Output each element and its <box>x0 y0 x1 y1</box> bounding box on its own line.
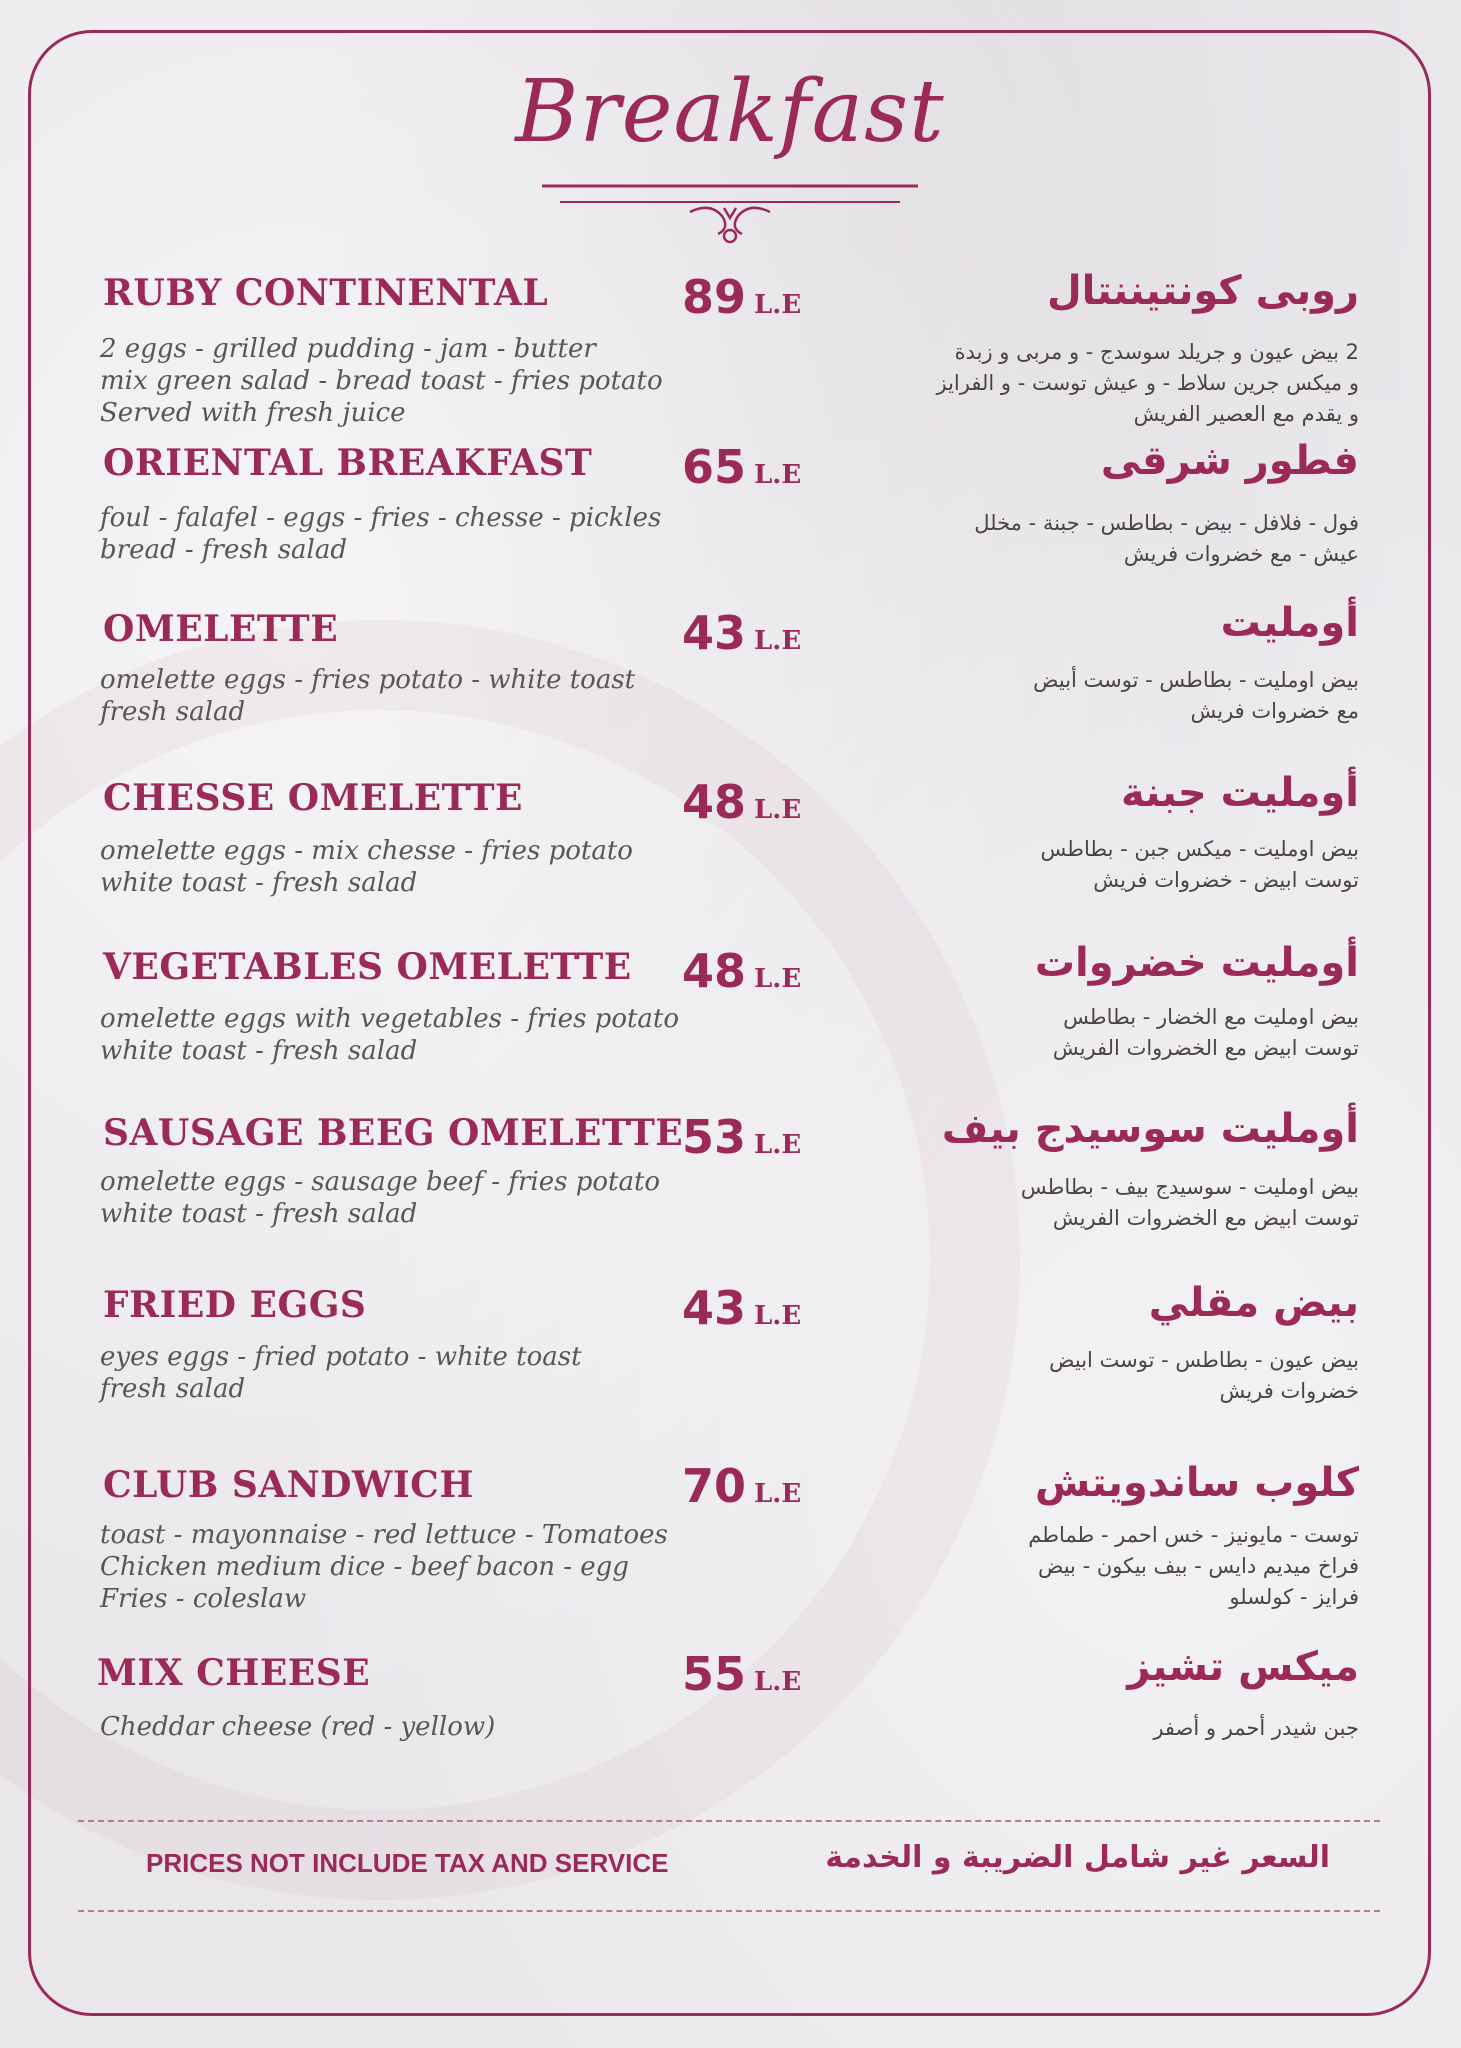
item-description-en <box>100 1711 495 1743</box>
item-price <box>682 1110 801 1164</box>
description-line: white toast - fresh salad <box>100 1199 418 1229</box>
description-line: Chicken medium dice - beef bacon - egg <box>100 1552 629 1582</box>
description-line: eyes eggs - fried potato - white toast <box>100 1342 582 1372</box>
item-description-en <box>100 502 661 566</box>
price-value: 43 <box>682 606 747 660</box>
description-line: omelette eggs with vegetables - fries potato <box>100 1004 680 1034</box>
description-line: بيض اومليت - بطاطس - توست أبيض <box>1033 668 1359 692</box>
price-currency: L.E <box>754 964 802 994</box>
description-line: 2 بيض عيون و جريلد سوسدج - و مربى و زبدة <box>954 340 1359 364</box>
description-line: omelette eggs - mix chesse - fries potato <box>100 836 633 866</box>
price-currency: L.E <box>754 795 802 825</box>
item-name-en: ORIENTAL BREAKFAST <box>103 442 593 484</box>
item-description-en <box>100 1003 679 1067</box>
description-line: مع خضروات فريش <box>1190 699 1359 723</box>
description-line: Served with fresh juice <box>100 398 406 428</box>
description-line: فراخ ميديم دايس - بيف بيكون - بيض <box>1037 1554 1359 1578</box>
description-line: خضروات فريش <box>1219 1379 1359 1403</box>
item-name-en: RUBY CONTINENTAL <box>103 272 549 314</box>
price-value: 43 <box>682 1281 747 1335</box>
footer-divider-bottom <box>78 1910 1380 1912</box>
price-value: 65 <box>682 440 747 494</box>
price-value: 89 <box>682 270 747 324</box>
description-line: فول - فلافل - بيض - بطاطس - جبنة - مخلل <box>974 511 1359 535</box>
price-currency: L.E <box>754 1667 802 1697</box>
item-description-ar <box>1053 1002 1359 1064</box>
item-name-ar: أومليت جبنة <box>1120 770 1359 816</box>
description-line: و يقدم مع العصير الفريش <box>1133 402 1359 426</box>
item-price <box>682 270 801 324</box>
description-line: toast - mayonnaise - red lettuce - Tomatoes <box>100 1520 668 1550</box>
item-name-ar: بيض مقلي <box>1148 1280 1359 1326</box>
item-name-en: OMELETTE <box>103 608 339 650</box>
item-price <box>682 944 801 998</box>
item-price <box>682 606 801 660</box>
description-line: توست - مايونيز - خس احمر - طماطم <box>1028 1523 1359 1547</box>
description-line: bread - fresh salad <box>100 535 348 565</box>
item-description-ar <box>937 337 1360 430</box>
footer-divider-top <box>78 1820 1380 1822</box>
item-name-en: SAUSAGE BEEG OMELETTE <box>103 1112 684 1154</box>
description-line: white toast - fresh salad <box>100 868 418 898</box>
description-line: عيش - مع خضروات فريش <box>1123 542 1359 566</box>
item-price <box>682 1281 801 1335</box>
description-line: Fries - coleslaw <box>100 1584 307 1614</box>
item-description-ar <box>1028 1520 1359 1613</box>
item-name-ar: ميكس تشيز <box>1127 1644 1359 1690</box>
description-line: بيض اومليت - ميكس جبن - بطاطس <box>1040 837 1359 861</box>
description-line: Cheddar cheese (red - yellow) <box>100 1712 496 1742</box>
description-line: بيض اومليت مع الخضار - بطاطس <box>1063 1005 1359 1029</box>
item-name-ar: أومليت <box>1220 600 1359 646</box>
item-description-ar <box>1021 1172 1359 1234</box>
item-price <box>682 775 801 829</box>
page-title: Breakfast <box>515 62 945 162</box>
price-currency: L.E <box>754 626 802 656</box>
item-name-en: CLUB SANDWICH <box>103 1464 474 1506</box>
footer-note-en: PRICES NOT INCLUDE TAX AND SERVICE <box>146 1848 669 1878</box>
footer-note-ar: السعر غير شامل الضريبة و الخدمة <box>825 1840 1330 1875</box>
price-currency: L.E <box>754 1479 802 1509</box>
description-line: بيض اومليت - سوسيدج بيف - بطاطس <box>1020 1175 1359 1199</box>
description-line: توست ابيض مع الخضروات الفريش <box>1052 1036 1359 1060</box>
description-line: توست ابيض مع الخضروات الفريش <box>1052 1206 1359 1230</box>
title-ornament-icon <box>540 178 920 248</box>
item-price <box>682 1647 801 1701</box>
item-price <box>682 1459 801 1513</box>
item-name-ar: كلوب ساندويتش <box>1034 1460 1359 1506</box>
item-price <box>682 440 801 494</box>
description-line: foul - falafel - eggs - fries - chesse - pickles <box>100 503 662 533</box>
price-value: 48 <box>682 944 747 998</box>
price-value: 48 <box>682 775 747 829</box>
item-description-ar <box>974 508 1359 570</box>
item-name-en: FRIED EGGS <box>103 1284 367 1326</box>
price-value: 53 <box>682 1110 747 1164</box>
price-currency: L.E <box>754 290 802 320</box>
item-name-en: MIX CHEESE <box>97 1652 371 1694</box>
item-name-ar: روبى كونتيننتال <box>1046 268 1359 314</box>
item-name-ar: أومليت سوسيدج بيف <box>941 1106 1359 1152</box>
price-currency: L.E <box>754 460 802 490</box>
item-description-en <box>100 1166 660 1230</box>
description-line: omelette eggs - fries potato - white toast <box>100 665 636 695</box>
description-line: فرايز - كولسلو <box>1229 1585 1359 1609</box>
item-name-ar: فطور شرقى <box>1100 438 1359 484</box>
price-currency: L.E <box>754 1301 802 1331</box>
description-line: mix green salad - bread toast - fries potato <box>100 366 663 396</box>
item-description-en <box>100 1519 668 1615</box>
item-description-ar <box>1153 1713 1359 1744</box>
price-value: 70 <box>682 1459 747 1513</box>
item-description-ar <box>1049 1345 1359 1407</box>
item-name-en: VEGETABLES OMELETTE <box>103 946 632 988</box>
description-line: 2 eggs - grilled pudding - jam - butter <box>100 334 596 364</box>
price-value: 55 <box>682 1647 747 1701</box>
item-description-en <box>100 664 635 728</box>
item-name-en: CHESSE OMELETTE <box>103 777 523 819</box>
price-currency: L.E <box>754 1130 802 1160</box>
description-line: fresh salad <box>100 697 246 727</box>
description-line: omelette eggs - sausage beef - fries potato <box>100 1167 661 1197</box>
description-line: توست ابيض - خضروات فريش <box>1093 868 1359 892</box>
description-line: fresh salad <box>100 1374 246 1404</box>
item-description-en <box>100 1341 582 1405</box>
description-line: جبن شيدر أحمر و أصفر <box>1153 1716 1359 1740</box>
item-description-en <box>100 333 663 429</box>
item-name-ar: أومليت خضروات <box>1034 940 1359 986</box>
item-description-en <box>100 835 633 899</box>
description-line: و ميكس جرين سلاط - و عيش توست - و الفرايز <box>936 371 1359 395</box>
item-description-ar <box>1033 665 1359 727</box>
description-line: بيض عيون - بطاطس - توست ابيض <box>1049 1348 1359 1372</box>
item-description-ar <box>1041 834 1359 896</box>
description-line: white toast - fresh salad <box>100 1036 418 1066</box>
